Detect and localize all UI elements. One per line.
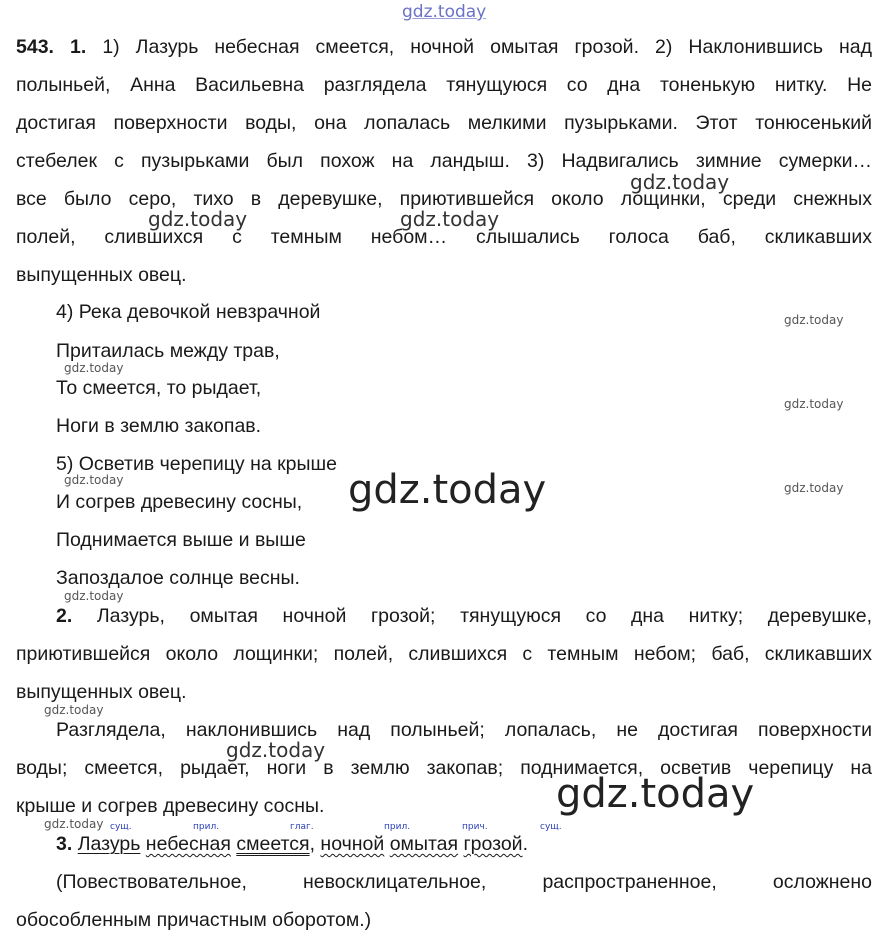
exercise-number: 2.: [56, 605, 73, 627]
parsed-sentence: 3. Лазурь небесная смеется, ночной омытая грозой.: [56, 833, 528, 855]
text-fragment: 1) Лазурь небесная смеется, ночной омытая грозой. 2) Наклонившись над: [102, 36, 873, 58]
watermark: gdz.today: [64, 473, 124, 487]
text-line: полей, слившихся с темным небом… слышались голоса баб, скликавших: [16, 226, 872, 248]
text-line: выпущенных овец.: [16, 264, 187, 286]
watermark: gdz.today: [44, 703, 104, 717]
poem-line: 5) Осветив черепицу на крыше: [56, 453, 338, 475]
text-line: приютившейся около лощинки; полей, слившихся с темным небом; баб, скликавших: [16, 643, 872, 665]
exercise-number: 543. 1.: [16, 36, 87, 58]
poem-line: И согрев древесину сосны,: [56, 491, 303, 513]
poem-line: Притаилась между трав,: [56, 340, 280, 362]
poem-line: Запоздалое солнце весны.: [56, 567, 300, 589]
text-line: [16, 35, 872, 59]
poem-line: 4) Река девочкой невзрачной: [56, 301, 321, 323]
text-line: обособленным причастным оборотом.): [16, 909, 372, 931]
text-line: (Повествовательное, невосклицательное, распространенное, осложнено: [56, 871, 872, 893]
watermark: gdz.today: [226, 738, 326, 762]
text-line: достигая поверхности воды, она лопалась мелкими пузырьками. Этот тонюсенький: [16, 112, 872, 134]
watermark: gdz.today: [784, 481, 844, 495]
attribute-word: небесная: [145, 833, 231, 855]
part-of-speech-tag: прил.: [193, 822, 220, 832]
predicate-word: смеется: [236, 833, 310, 855]
text-line: воды; смеется, рыдает, ноги в землю закопав; поднимается, осветив черепицу на: [16, 757, 872, 779]
text-line: выпущенных овец.: [16, 681, 187, 703]
part-of-speech-tag: прич.: [462, 822, 488, 832]
watermark: gdz.today: [64, 361, 124, 375]
text-line: стебелек с пузырьками был похож на ландыш. 3) Надвигались зимние сумерки…: [16, 150, 872, 172]
watermark: gdz.today: [44, 817, 104, 831]
watermark: gdz.today: [630, 170, 730, 194]
poem-line: Ноги в землю закопав.: [56, 415, 262, 437]
text-line: Разглядела, наклонившись над полыньей; лопалась, не достигая поверхности: [56, 719, 872, 741]
text-line: все было серо, тихо в деревушке, приютившейся около лощинки, среди снежных: [16, 188, 872, 210]
text-line: полыньей, Анна Васильевна разглядела тянущуюся со дна тоненькую нитку. Не: [16, 74, 872, 96]
part-of-speech-tag: сущ.: [110, 822, 132, 832]
watermark: gdz.today: [64, 589, 124, 603]
part-of-speech-tag: прил.: [384, 822, 411, 832]
watermark: gdz.today: [784, 397, 844, 411]
watermark: gdz.today: [348, 467, 547, 513]
object-word: грозой: [463, 833, 523, 855]
text-fragment: Лазурь, омытая ночной грозой; тянущуюся со дна нитку; деревушке,: [96, 605, 872, 627]
watermark: gdz.today: [400, 207, 500, 231]
watermark[interactable]: gdz.today: [402, 2, 487, 22]
part-of-speech-tag: глаг.: [290, 822, 314, 832]
text-line: крыше и согрев древесину сосны.: [16, 795, 325, 817]
subject-word: Лазурь: [77, 833, 141, 855]
attribute-word: ночной: [320, 833, 385, 855]
poem-line: То смеется, то рыдает,: [56, 377, 262, 399]
text-line: [56, 604, 872, 628]
part-of-speech-tag: сущ.: [540, 822, 562, 832]
watermark: gdz.today: [784, 313, 844, 327]
exercise-number: 3.: [56, 833, 73, 855]
poem-line: Поднимается выше и выше: [56, 529, 306, 551]
watermark: gdz.today: [148, 207, 248, 231]
attribute-word: омытая: [389, 833, 459, 855]
watermark: gdz.today: [556, 771, 755, 817]
